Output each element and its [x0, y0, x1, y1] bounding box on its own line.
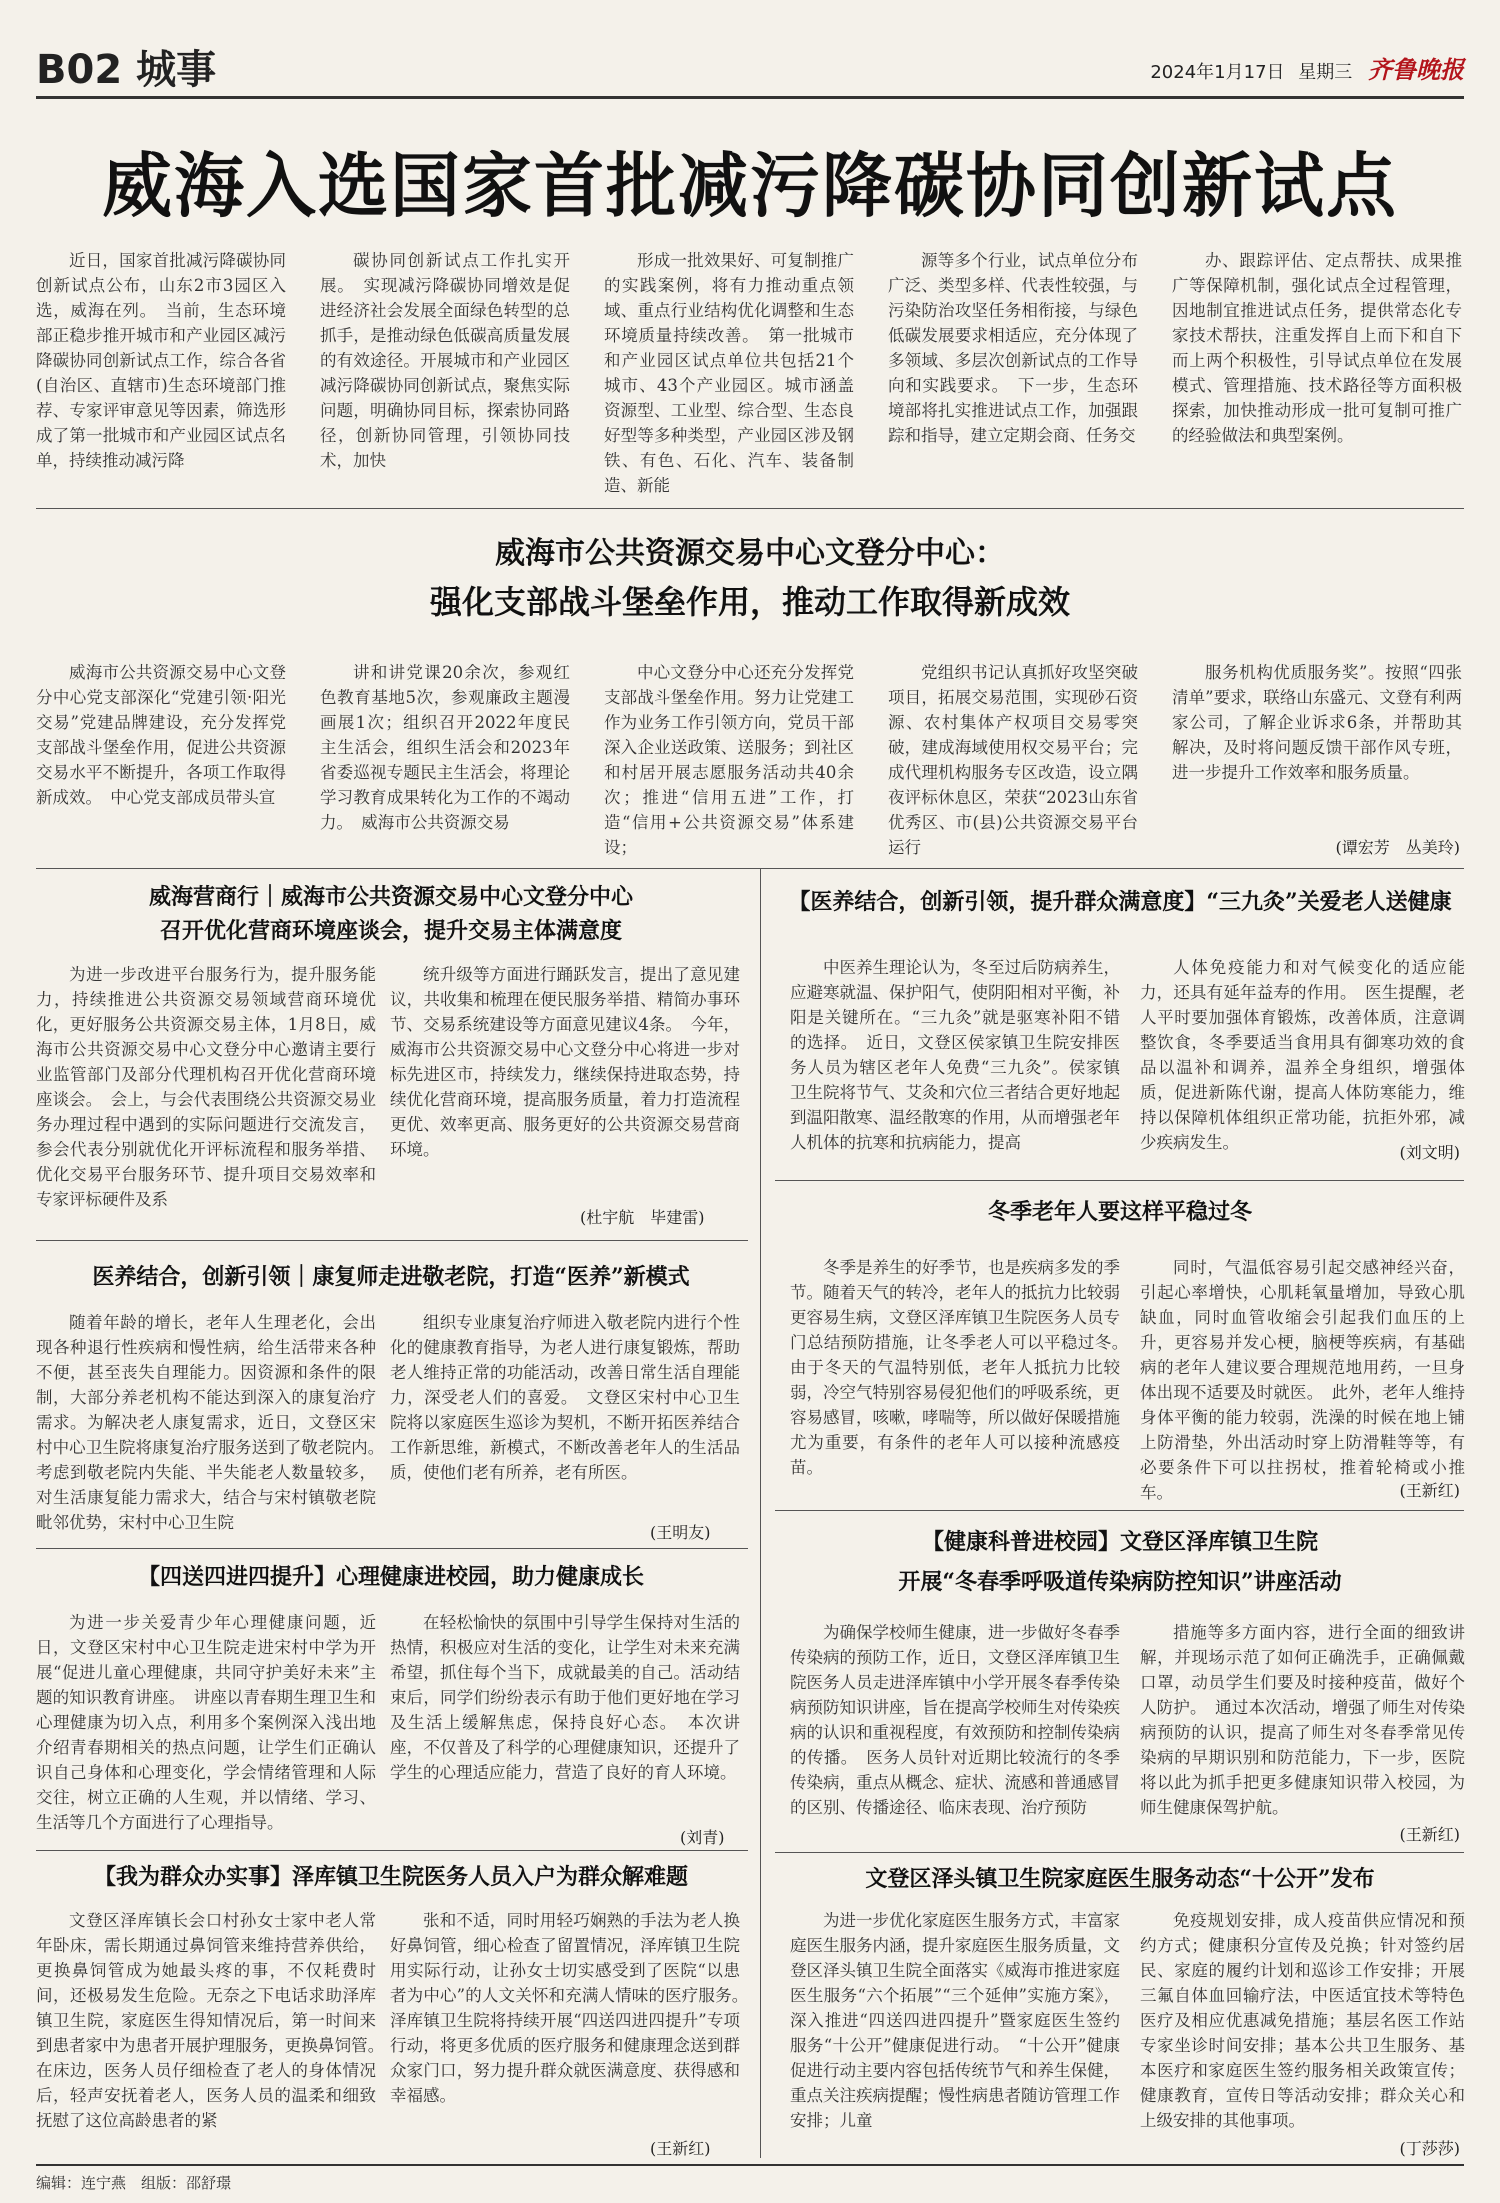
art7-byline: (刘文明) — [1399, 1143, 1460, 1162]
art5-byline: (刘青) — [680, 1828, 725, 1847]
lead-headline: 威海入选国家首批减污降碳协同创新试点 — [102, 144, 1398, 227]
art3-byline: (杜宇航 毕建雷) — [580, 1208, 705, 1227]
art2-col-4: 党组织书记认真抓好攻坚突破项目，拓展交易范围，实现砂石资源、农村集体产权项目交易零突破，建成海域使用权交易平台；完成代理机构服务专区改造，设立隅夜评标休息区，荣获“2023山东省优秀区、市(县)公共资源交易平台运行 — [888, 663, 1138, 857]
newspaper-brand: 齐鲁晚报 — [1368, 55, 1464, 84]
art3-title-1: 威海营商行｜威海市公共资源交易中心文登分中心 — [148, 884, 633, 910]
issue-weekday: 星期三 — [1298, 62, 1353, 83]
art3-title-2: 召开优化营商环境座谈会，提升交易主体满意度 — [159, 918, 622, 944]
art2-title-1: 威海市公共资源交易中心文登分中心： — [495, 536, 1005, 571]
column-divider — [760, 868, 761, 2158]
art10-col-1: 为进一步优化家庭医生服务方式，丰富家庭医生服务内涵，提升家庭医生服务质量，文登区泽头镇卫生院全面落实《威海市推进家庭医生服务“六个拓展”“三个延伸”实施方案》，深入推进“四送四进四提升”暨家庭医生签约服务“十公开”健康促进行动。 “十公开”健康促进行动主要内容包括传统节气和养生保健，重点关注疾病提醒；慢性病患者随访管理工作安排；儿童 — [790, 1911, 1120, 2130]
lead-col-1: 近日，国家首批减污降碳协同创新试点公布，山东2市3园区入选，威海在列。 当前，生态环境部正稳步推开城市和产业园区减污降碳协同创新试点工作，综合各省(自治区、直辖市)生态环境部门推荐、专家评审意见等因素，筛选形成了第一批城市和产业园区试点名单，持续推动减污降 — [36, 251, 286, 470]
art5-col-1: 为进一步关爱青少年心理健康问题，近日，文登区宋村中心卫生院走进宋村中学为开展“促进儿童心理健康，共同守护美好未来”主题的知识教育讲座。 讲座以青春期生理卫生和心理健康为切入点，利用多个案例深入浅出地介绍青春期相关的热点问题，让学生们正确认识自己身体和心理变化，学会情绪管理和人际交往，树立正确的人生观，并以情绪、学习、生活等几个方面进行了心理指导。 — [36, 1613, 376, 1832]
section-label: B02 城事 — [36, 47, 217, 93]
divider — [36, 1240, 748, 1241]
header-divider — [36, 96, 1464, 99]
art8-col-2: 同时，气温低容易引起交感神经兴奋，引起心率增快，心肌耗氧量增加，导致心肌缺血，同时血管收缩会引起我们血压的上升，更容易并发心梗，脑梗等疾病，有基础病的老年人建议要合理规范地用药，一旦身体出现不适要及时就医。 此外，老年人维持身体平衡的能力较弱，洗澡的时候在地上铺上防滑垫，外出活动时穿上防滑鞋等等，有必要条件下可以拄拐杖，推着轮椅或小推车。 — [1140, 1258, 1465, 1502]
art3-col-2: 统升级等方面进行踊跃发言，提出了意见建议，共收集和梳理在便民服务举措、精简办事环节、交易系统建设等方面意见建议4条。 今年，威海市公共资源交易中心文登分中心将进一步对标先进区市，持续发力，继续保持进取态势，持续优化营商环境，提高服务质量，着力打造流程更优、效率更高、服务更好的公共资源交易营商环境。 — [390, 965, 740, 1159]
art8-byline: (王新红) — [1399, 1481, 1460, 1500]
art4-col-2: 组织专业康复治疗师进入敬老院内进行个性化的健康教育指导，为老人进行康复锻炼，帮助老人维持正常的功能活动，改善日常生活自理能力，深受老人们的喜爱。 文登区宋村中心卫生院将以家庭医生巡诊为契机，不断开拓医养结合工作新思维，新模式，不断改善老年人的生活品质，使他们老有所养，老有所医。 — [390, 1313, 740, 1482]
art6-col-1: 文登区泽库镇长会口村孙女士家中老人常年卧床，需长期通过鼻饲管来维持营养供给，更换鼻饲管成为她最头疼的事，不仅耗费时间，还极易发生危险。无奈之下电话求助泽库镇卫生院，家庭医生得知情况后，第一时间来到患者家中为患者开展护理服务，更换鼻饲管。 在床边，医务人员仔细检查了老人的身体情况后，轻声安抚着老人，医务人员的温柔和细致抚慰了这位高龄患者的紧 — [36, 1911, 393, 2130]
divider — [36, 868, 1464, 869]
masthead — [1150, 50, 1464, 85]
issue-date: 2024年1月17日 — [1150, 62, 1285, 83]
art8-col-1: 冬季是养生的好季节，也是疾病多发的季节。随着天气的转冷，老年人的抵抗力比较弱更容易生病，文登区泽库镇卫生院医务人员专门总结预防措施，让冬季老人可以平稳过冬。 由于冬天的气温特别低，老年人抵抗力比较弱，冷空气特别容易侵犯他们的呼吸系统，更容易感冒，咳嗽，哮喘等，所以做好保暖措施尤为重要，有条件的老年人可以接种流感疫苗。 — [790, 1258, 1137, 1477]
art4-title: 医养结合，创新引领｜康复师走进敬老院，打造“医养”新模式 — [92, 1264, 690, 1290]
art2-col-5: 服务机构优质服务奖”。按照“四张清单”要求，联络山东盛元、文登有利两家公司，了解企业诉求6条，并帮助其解决，及时将问题反馈干部作风专班，进一步提升工作效率和服务质量。 — [1172, 663, 1462, 782]
art6-col-2: 张和不适，同时用轻巧娴熟的手法为老人换好鼻饲管，细心检查了留置情况，泽库镇卫生院用实际行动，让孙女士切实感受到了医院“以患者为中心”的人文关怀和充满人情味的医疗服务。 泽库镇卫生院将持续开展“四送四进四提升”专项行动，将更多优质的医疗服务和健康理念送到群众家门口，努力提升群众就医满意度、获得感和幸福感。 — [390, 1911, 757, 2105]
art4-byline: (王明友) — [650, 1523, 711, 1542]
art6-byline: (王新红) — [650, 2139, 711, 2158]
divider — [775, 1852, 1464, 1853]
art5-col-2: 在轻松愉快的氛围中引导学生保持对生活的热情，积极应对生活的变化，让学生对未来充满希望，抓住每个当下，成就最美的自己。活动结束后，同学们纷纷表示有助于他们更好地在学习及生活上缓解焦虑，保持良好心态。 本次讲座，不仅普及了科学的心理健康知识，还提升了学生的心理适应能力，营造了良好的育人环境。 — [390, 1613, 740, 1782]
art9-col-2: 措施等多方面内容，进行全面的细致讲解，并现场示范了如何正确洗手，正确佩戴口罩，动员学生们要及时接种疫苗，做好个人防护。 通过本次活动，增强了师生对传染病预防的认识，提高了师生对冬春季常见传染病的早期识别和防范能力，下一步，医院将以此为抓手把更多健康知识带入校园，为师生健康保驾护航。 — [1140, 1623, 1465, 1817]
art9-col-1: 为确保学校师生健康，进一步做好冬春季传染病的预防工作，近日，文登区泽库镇卫生院医务人员走进泽库镇中小学开展冬春季传染病预防知识讲座，旨在提高学校师生对传染疾病的认识和重视程度，有效预防和控制传染病的传播。 医务人员针对近期比较流行的冬季传染病，重点从概念、症状、流感和普通感冒的区别、传播途径、临床表现、治疗预防 — [790, 1623, 1120, 1817]
art10-byline: (丁莎莎) — [1399, 2139, 1460, 2158]
art5-title: 【四送四进四提升】心理健康进校园，助力健康成长 — [137, 1564, 644, 1590]
divider — [36, 508, 1464, 509]
art2-col-3: 中心文登分中心还充分发挥党支部战斗堡垒作用。努力让党建工作为业务工作引领方向，党员干部深入企业送政策、送服务；到社区和村居开展志愿服务活动共40余次；推进“信用五进”工作，打造“信用+公共资源交易”体系建设； — [604, 663, 854, 857]
editor-credits: 编辑：连宁燕 组版：邵舒璟 — [36, 2174, 232, 2192]
art4-col-1: 随着年龄的增长，老年人生理老化，会出现各种退行性疾病和慢性病，给生活带来各种不便，甚至丧失自理能力。因资源和条件的限制，大部分养老机构不能达到深入的康复治疗需求。为解决老人康复需求，近日，文登区宋村中心卫生院将康复治疗服务送到了敬老院内。 考虑到敬老院内失能、半失能老人数量较多，对生活康复能力需求大，结合与宋村镇敬老院毗邻优势，宋村中心卫生院 — [36, 1313, 393, 1532]
art8-title: 冬季老年人要这样平稳过冬 — [987, 1199, 1252, 1225]
art9-title-2: 开展“冬春季呼吸道传染病防控知识”讲座活动 — [898, 1569, 1342, 1595]
art9-title-1: 【健康科普进校园】文登区泽库镇卫生院 — [921, 1529, 1318, 1555]
divider — [775, 1180, 1464, 1181]
art2-byline: (谭宏芳 丛美玲) — [1335, 838, 1460, 857]
art2-col-1: 威海市公共资源交易中心文登分中心党支部深化“党建引领·阳光交易”党建品牌建设，充分发挥党支部战斗堡垒作用，促进公共资源交易水平不断提升，各项工作取得新成效。 中心党支部成员带头宣 — [36, 663, 286, 807]
lead-col-3: 形成一批效果好、可复制推广的实践案例，将有力推动重点领域、重点行业结构优化调整和生态环境质量持续改善。 第一批城市和产业园区试点单位共包括21个城市、43个产业园区。城市涵盖资源型、工业型、综合型、生态良好型等多种类型，产业园区涉及钢铁、有色、石化、汽车、装备制造、新能 — [604, 251, 854, 495]
art2-title-2: 强化支部战斗堡垒作用，推动工作取得新成效 — [429, 583, 1070, 621]
lead-col-2: 碳协同创新试点工作扎实开展。 实现减污降碳协同增效是促进经济社会发展全面绿色转型的总抓手，是推动绿色低碳高质量发展的有效途径。开展城市和产业园区减污降碳协同创新试点，聚焦实际问题，明确协同目标，探索协同路径，创新协同管理，引领协同技术，加快 — [320, 251, 570, 470]
lead-col-4: 源等多个行业，试点单位分布广泛、类型多样、代表性较强，与污染防治攻坚任务相衔接，与绿色低碳发展要求相适应，充分体现了多领域、多层次创新试点的工作导向和实践要求。 下一步，生态环境部将扎实推进试点工作，加强跟踪和指导，建立定期会商、任务交 — [888, 251, 1138, 445]
art7-col-2: 人体免疫能力和对气候变化的适应能力，还具有延年益寿的作用。 医生提醒，老人平时要加强体育锻炼，改善体质，注意调整饮食，冬季要适当食用具有御寒功效的食品以温补和调养，温养全身组织，增强体质，促进新陈代谢，提高人体防寒能力，维持以保障机体组织正常功能，抗拒外邪，减少疾病发生。 — [1140, 958, 1465, 1152]
footer-divider — [36, 2164, 1464, 2166]
art10-title: 文登区泽头镇卫生院家庭医生服务动态“十公开”发布 — [865, 1866, 1375, 1892]
art10-col-2: 免疫规划安排，成人疫苗供应情况和预约方式；健康积分宣传及兑换；针对签约居民、家庭的履约计划和巡诊工作安排；开展三氟自体血回输疗法，中医适宜技术等特色医疗及相应优惠减免措施；基层名医工作站专家坐诊时间安排；基本公共卫生服务、基本医疗和家庭医生签约服务相关政策宣传；健康教育，宣传日等活动安排；群众关心和上级安排的其他事项。 — [1140, 1911, 1465, 2130]
art9-byline: (王新红) — [1399, 1825, 1460, 1844]
art2-col-2: 讲和讲党课20余次，参观红色教育基地5次，参观廉政主题漫画展1次；组织召开2022年度民主生活会，组织生活会和2023年省委巡视专题民主生活会，将理论学习教育成果转化为工作的不竭动力。 威海市公共资源交易 — [320, 663, 570, 832]
art7-title: 【医养结合，创新引领，提升群众满意度】“三九灸”关爱老人送健康 — [788, 889, 1452, 915]
art3-col-1: 为进一步改进平台服务行为，提升服务能力，持续推进公共资源交易领域营商环境优化，更好服务公共资源交易主体，1月8日，威海市公共资源交易中心文登分中心邀请主要行业监管部门及部分代理机构召开优化营商环境座谈会。 会上，与会代表围绕公共资源交易业务办理过程中遇到的实际问题进行交流发言，参会代表分别就优化开评标流程和服务举措、优化交易平台服务环节、提升项目交易效率和专家评标硬件及系 — [36, 965, 376, 1209]
divider — [36, 1548, 748, 1549]
art7-col-1: 中医养生理论认为，冬至过后防病养生，应避寒就温、保护阳气，使阴阳相对平衡，补阳是关键所在。“三九灸”就是驱寒补阳不错的选择。 近日，文登区侯家镇卫生院安排医务人员为辖区老年人免费“三九灸”。侯家镇卫生院将节气、艾灸和穴位三者结合更好地起到温阳散寒、温经散寒的作用，从而增强老年人机体的抗寒和抗病能力，提高 — [790, 958, 1120, 1152]
art6-title: 【我为群众办实事】泽库镇卫生院医务人员入户为群众解难题 — [93, 1864, 688, 1890]
divider — [775, 1510, 1464, 1511]
divider — [36, 1850, 748, 1851]
lead-col-5: 办、跟踪评估、定点帮扶、成果推广等保障机制，强化试点全过程管理，因地制宜推进试点任务，提供常态化专家技术帮扶，注重发挥自上而下和自下而上两个积极性，引导试点单位在发展模式、管理措施、技术路径等方面积极探索，加快推动形成一批可复制可推广的经验做法和典型案例。 — [1172, 251, 1462, 445]
